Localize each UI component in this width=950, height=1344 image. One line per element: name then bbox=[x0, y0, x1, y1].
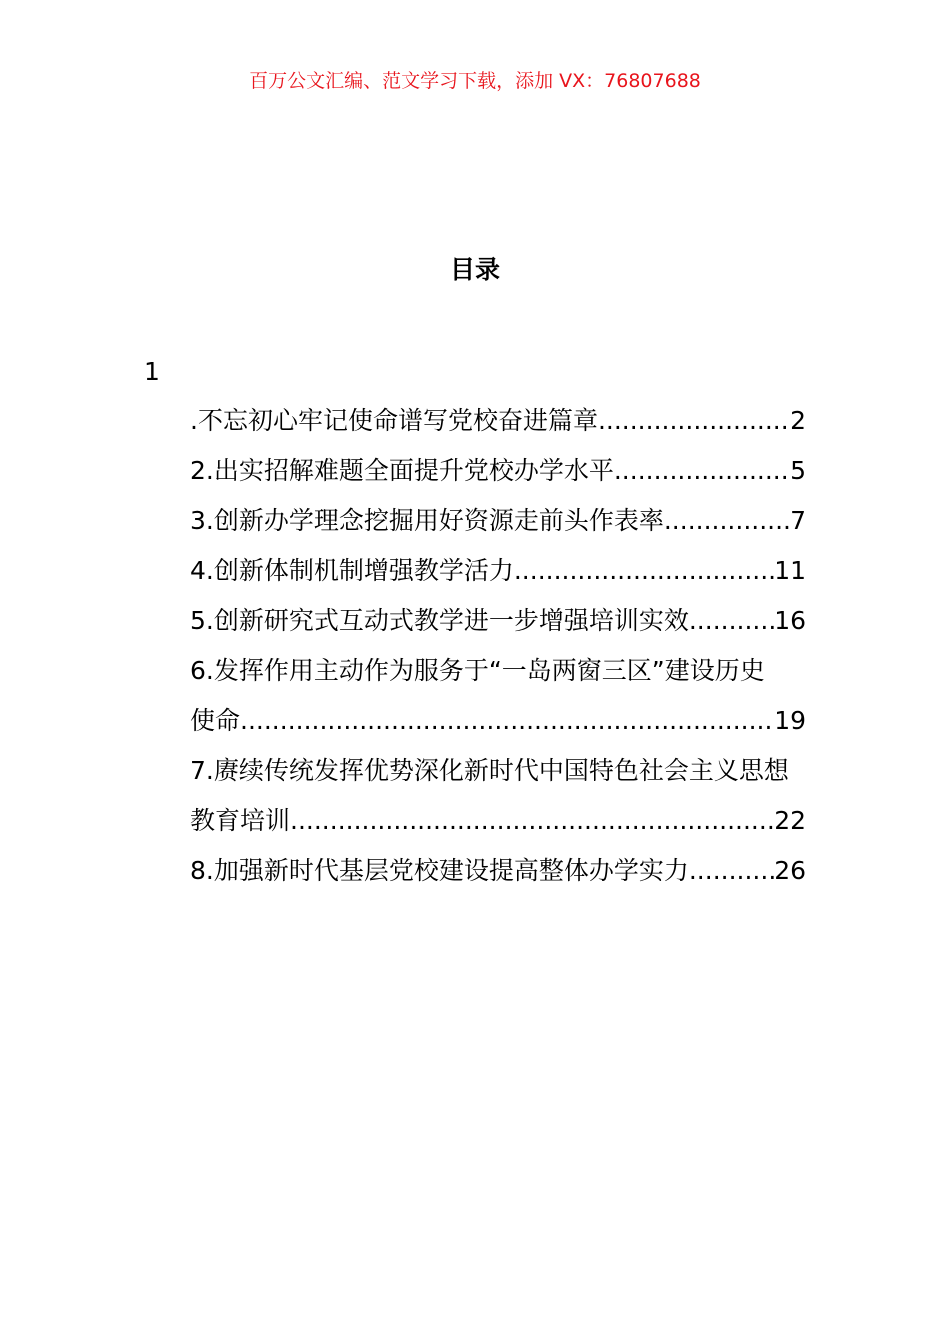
toc-entry-page: 7 bbox=[790, 506, 806, 535]
toc-entry-5[interactable] bbox=[190, 596, 806, 646]
toc-entry-title-line1: 6.发挥作用主动作为服务于“一岛两窗三区”建设历史 bbox=[190, 656, 765, 685]
toc-entry-3[interactable] bbox=[190, 496, 806, 546]
toc-entry-page: 19 bbox=[774, 706, 806, 735]
toc-entry-title: .不忘初心牢记使命谱写党校奋进篇章 bbox=[190, 406, 598, 435]
toc-entry-page: 11 bbox=[774, 556, 806, 585]
page-title: 目录 bbox=[449, 255, 500, 284]
toc-entry-title: 3.创新办学理念挖掘用好资源走前头作表率 bbox=[190, 506, 664, 535]
dot-leader bbox=[689, 846, 774, 896]
toc-entry-title: 2.出实招解难题全面提升党校办学水平 bbox=[190, 456, 614, 485]
toc-entry-8[interactable] bbox=[190, 846, 806, 896]
toc-entry-title-line1: 7.赓续传统发挥优势深化新时代中国特色社会主义思想 bbox=[190, 756, 789, 785]
toc-entry-6[interactable] bbox=[190, 646, 806, 746]
toc-entry-title: 4.创新体制机制增强教学活力 bbox=[190, 556, 514, 585]
dot-leader bbox=[514, 546, 774, 596]
dot-leader bbox=[689, 596, 774, 646]
toc-entry-title: 5.创新研究式互动式教学进一步增强培训实效 bbox=[190, 606, 689, 635]
toc-entry-page: 5 bbox=[790, 456, 806, 485]
toc-entry-title-line2: 使命 bbox=[190, 706, 241, 735]
dot-leader bbox=[290, 796, 774, 846]
toc-entry-2[interactable] bbox=[190, 446, 806, 496]
toc-entry-7[interactable] bbox=[190, 746, 806, 846]
toc-entry-page: 16 bbox=[774, 606, 806, 635]
table-of-contents bbox=[190, 396, 806, 896]
toc-entry-1[interactable] bbox=[190, 396, 806, 446]
header-contact-line: 百万公文汇编、范文学习下载，添加 VX：76807688 bbox=[249, 70, 701, 92]
dot-leader bbox=[664, 496, 790, 546]
toc-entry-4[interactable] bbox=[190, 546, 806, 596]
toc-entry-page: 22 bbox=[774, 806, 806, 835]
toc-entry-page: 2 bbox=[790, 406, 806, 435]
dot-leader bbox=[240, 696, 774, 746]
toc-entry-page: 26 bbox=[774, 856, 806, 885]
toc-entry-title: 8.加强新时代基层党校建设提高整体办学实力 bbox=[190, 856, 689, 885]
toc-leading-number: 1 bbox=[144, 357, 160, 386]
dot-leader bbox=[614, 446, 790, 496]
dot-leader bbox=[598, 396, 790, 446]
toc-entry-title-line2: 教育培训 bbox=[190, 806, 291, 835]
